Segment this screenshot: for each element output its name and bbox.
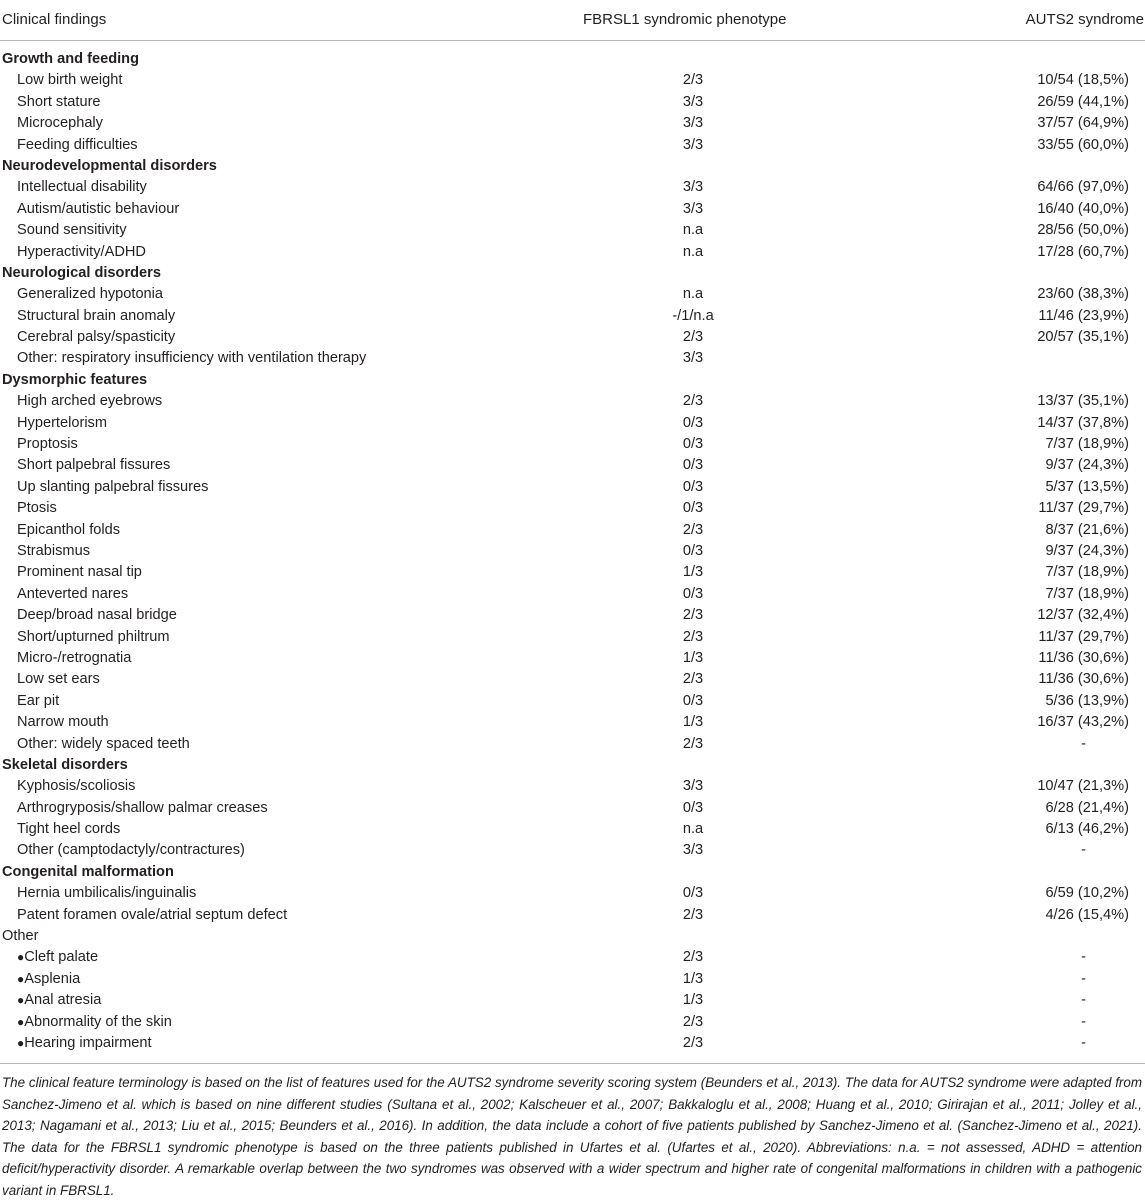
auts2-value: 16/40 (40,0%) xyxy=(1037,200,1129,217)
finding-label: Hypertelorism xyxy=(17,414,108,431)
auts2-value: 13/37 (35,1%) xyxy=(1037,393,1129,410)
finding-label xyxy=(17,1012,172,1033)
auts2-value: 8/37 (21,6%) xyxy=(1045,521,1129,538)
auts2-value: 7/37 (18,9%) xyxy=(1045,436,1129,453)
section-header-row xyxy=(0,263,1145,284)
bullet-icon: ● xyxy=(17,993,25,1008)
finding-label: Prominent nasal tip xyxy=(17,564,142,581)
fbrsl1-value: 0/3 xyxy=(682,436,704,453)
finding-label: Sound sensitivity xyxy=(17,222,127,239)
finding-label xyxy=(17,1033,152,1054)
fbrsl1-value: 2/3 xyxy=(682,671,704,688)
auts2-value: 10/47 (21,3%) xyxy=(1037,778,1129,795)
table-row xyxy=(0,327,1145,348)
fbrsl1-value: 1/3 xyxy=(682,714,704,731)
fbrsl1-value: 2/3 xyxy=(682,949,704,966)
table-row xyxy=(0,712,1145,733)
bullet-icon: ● xyxy=(17,1014,25,1029)
auts2-value: 26/59 (44,1%) xyxy=(1037,93,1129,110)
table-row xyxy=(0,391,1145,412)
table-row xyxy=(0,477,1145,498)
fbrsl1-value: 3/3 xyxy=(682,350,704,367)
fbrsl1-value: n.a xyxy=(682,286,704,303)
fbrsl1-value: 3/3 xyxy=(682,778,704,795)
fbrsl1-value: -/1/n.a xyxy=(672,307,714,324)
header-auts2: AUTS2 syndrome xyxy=(1025,11,1144,28)
finding-label-text: Abnormality of the skin xyxy=(24,1013,172,1030)
table-row xyxy=(0,199,1145,220)
fbrsl1-value: 1/3 xyxy=(682,564,704,581)
finding-label: Autism/autistic behaviour xyxy=(17,200,180,217)
fbrsl1-value: 3/3 xyxy=(682,200,704,217)
table-row xyxy=(0,242,1145,263)
table-row xyxy=(0,348,1145,369)
auts2-value: 16/37 (43,2%) xyxy=(1037,714,1129,731)
table-row xyxy=(0,562,1145,583)
finding-label: Other: widely spaced teeth xyxy=(17,735,190,752)
auts2-value: 4/26 (15,4%) xyxy=(1045,906,1129,923)
table-row xyxy=(0,70,1145,91)
finding-label-text: Hearing impairment xyxy=(24,1034,152,1051)
finding-label: Low set ears xyxy=(17,671,100,688)
finding-label: Up slanting palpebral fissures xyxy=(17,478,209,495)
table-row xyxy=(0,135,1145,156)
section-header-row xyxy=(0,156,1145,177)
auts2-value: 64/66 (97,0%) xyxy=(1037,179,1129,196)
finding-label: Kyphosis/scoliosis xyxy=(17,778,136,795)
finding-label xyxy=(17,947,98,968)
finding-label: Intellectual disability xyxy=(17,179,147,196)
finding-label: Short/upturned philtrum xyxy=(17,628,170,645)
fbrsl1-value: 0/3 xyxy=(682,799,704,816)
table-row xyxy=(0,284,1145,305)
fbrsl1-value: 1/3 xyxy=(682,992,704,1009)
table-row xyxy=(0,1033,1145,1054)
auts2-value: - xyxy=(1081,1034,1086,1051)
table-row xyxy=(0,798,1145,819)
auts2-value: 11/37 (29,7%) xyxy=(1038,628,1129,645)
fbrsl1-value: 2/3 xyxy=(682,521,704,538)
fbrsl1-value: 2/3 xyxy=(682,329,704,346)
auts2-value: 28/56 (50,0%) xyxy=(1037,222,1129,239)
header-clinical-findings: Clinical findings xyxy=(2,11,107,28)
bullet-icon: ● xyxy=(17,1035,25,1050)
fbrsl1-value: 3/3 xyxy=(682,136,704,153)
table-header xyxy=(0,0,1145,41)
finding-label xyxy=(17,990,101,1011)
fbrsl1-value: 3/3 xyxy=(682,115,704,132)
finding-label: Cerebral palsy/spasticity xyxy=(17,329,176,346)
auts2-value: 9/37 (24,3%) xyxy=(1045,457,1129,474)
fbrsl1-value: 2/3 xyxy=(682,906,704,923)
auts2-value: 7/37 (18,9%) xyxy=(1045,564,1129,581)
table-row xyxy=(0,220,1145,241)
auts2-value: 33/55 (60,0%) xyxy=(1037,136,1129,153)
auts2-value: 20/57 (35,1%) xyxy=(1037,329,1129,346)
table-row xyxy=(0,455,1145,476)
section-title: Neurodevelopmental disorders xyxy=(2,157,217,174)
finding-label: Generalized hypotonia xyxy=(17,286,164,303)
auts2-value: - xyxy=(1081,970,1086,987)
auts2-value: 6/59 (10,2%) xyxy=(1045,885,1129,902)
table-row xyxy=(0,584,1145,605)
table-bottom-rule xyxy=(0,1063,1145,1064)
fbrsl1-value: 2/3 xyxy=(682,393,704,410)
section-header-row xyxy=(0,755,1145,776)
fbrsl1-value: 3/3 xyxy=(682,842,704,859)
auts2-value: 7/37 (18,9%) xyxy=(1045,585,1129,602)
table-row xyxy=(0,520,1145,541)
section-header-row xyxy=(0,862,1145,883)
finding-label: Ear pit xyxy=(17,692,60,709)
finding-label: Low birth weight xyxy=(17,72,123,89)
fbrsl1-value: n.a xyxy=(682,222,704,239)
section-header-row xyxy=(0,49,1145,70)
finding-label: Microcephaly xyxy=(17,115,103,132)
auts2-value: 5/37 (13,5%) xyxy=(1045,478,1129,495)
fbrsl1-value: 0/3 xyxy=(682,414,704,431)
fbrsl1-value: 2/3 xyxy=(682,735,704,752)
finding-label: Proptosis xyxy=(17,436,78,453)
auts2-value: 10/54 (18,5%) xyxy=(1037,72,1129,89)
table-row xyxy=(0,177,1145,198)
finding-label: Other (camptodactyly/contractures) xyxy=(17,842,245,859)
table-row xyxy=(0,947,1145,968)
auts2-value: 6/28 (21,4%) xyxy=(1045,799,1129,816)
fbrsl1-value: 3/3 xyxy=(682,93,704,110)
finding-label: Arthrogryposis/shallow palmar creases xyxy=(17,799,268,816)
finding-label: Other xyxy=(2,928,39,945)
finding-label: Feeding difficulties xyxy=(17,136,138,153)
finding-label: Ptosis xyxy=(17,500,57,517)
auts2-value: 23/60 (38,3%) xyxy=(1037,286,1129,303)
finding-label: Hyperactivity/ADHD xyxy=(17,243,146,260)
table-row xyxy=(0,1012,1145,1033)
finding-label xyxy=(17,969,80,990)
table-row xyxy=(0,434,1145,455)
fbrsl1-value: 0/3 xyxy=(682,500,704,517)
fbrsl1-value: 0/3 xyxy=(682,585,704,602)
fbrsl1-value: 3/3 xyxy=(682,179,704,196)
table-row xyxy=(0,627,1145,648)
finding-label: Deep/broad nasal bridge xyxy=(17,607,177,624)
table-row xyxy=(0,306,1145,327)
auts2-value: - xyxy=(1081,949,1086,966)
fbrsl1-value: 1/3 xyxy=(682,649,704,666)
fbrsl1-value: 1/3 xyxy=(682,970,704,987)
finding-label: Short stature xyxy=(17,93,101,110)
auts2-value: 14/37 (37,8%) xyxy=(1037,414,1129,431)
auts2-value: 5/36 (13,9%) xyxy=(1045,692,1129,709)
fbrsl1-value: 2/3 xyxy=(682,607,704,624)
fbrsl1-value: 0/3 xyxy=(682,457,704,474)
auts2-value: 11/36 (30,6%) xyxy=(1038,671,1129,688)
auts2-value: 6/13 (46,2%) xyxy=(1045,821,1129,838)
table-row xyxy=(0,840,1145,861)
table-row xyxy=(0,926,1145,947)
finding-label: Epicanthol folds xyxy=(17,521,121,538)
auts2-value: 11/46 (23,9%) xyxy=(1038,307,1129,324)
finding-label: Tight heel cords xyxy=(17,821,121,838)
finding-label-text: Anal atresia xyxy=(24,992,102,1009)
section-title: Dysmorphic features xyxy=(2,371,148,388)
fbrsl1-value: 2/3 xyxy=(682,1013,704,1030)
bullet-icon: ● xyxy=(17,950,25,965)
finding-label: Strabismus xyxy=(17,542,90,559)
fbrsl1-value: 0/3 xyxy=(682,542,704,559)
fbrsl1-value: 0/3 xyxy=(682,692,704,709)
auts2-value: 12/37 (32,4%) xyxy=(1037,607,1129,624)
auts2-value: - xyxy=(1081,735,1086,752)
auts2-value: 11/36 (30,6%) xyxy=(1038,649,1129,666)
section-header-row xyxy=(0,370,1145,391)
auts2-value: 37/57 (64,9%) xyxy=(1037,115,1129,132)
table-row xyxy=(0,605,1145,626)
table-row xyxy=(0,990,1145,1011)
auts2-value: - xyxy=(1081,992,1086,1009)
table-row xyxy=(0,883,1145,904)
table-footnote: The clinical feature terminology is based on the list of features used for the AUTS2 syndrome severity scoring system (Beunders et al., 2013). The data for AUTS2 syndrome were adapted from Sanchez-Jimeno et al. which is based on nine different studies (Sultana et al., 2002; Kalscheuer et al., 2007; Bakkaloglu et al., 2008; Huang et al., 2010; Girirajan et al., 2011; Jolley et al., 2013; Nagamani et al., 2013; Liu et al., 2015; Beunders et al., 2016). In addition, the data include a cohort of five patients published by Sanchez-Jimeno et al. (Sanchez-Jimeno et al., 2021). The data for the FBRSL1 syndromic phenotype is based on the three patients published in Ufartes et al. (Ufartes et al., 2020). Abbreviations: n.a. = not assessed, ADHD = attention deficit/hyperactivity disorder. A remarkable overlap between the two syndromes was observed with a wider spectrum and higher rate of congenital malformations in children with a pathogenic variant in FBRSL1. xyxy=(2,1075,1142,1198)
finding-label: Short palpebral fissures xyxy=(17,457,171,474)
table-row xyxy=(0,734,1145,755)
finding-label-text: Cleft palate xyxy=(24,949,99,966)
table-row xyxy=(0,819,1145,840)
section-title: Neurological disorders xyxy=(2,264,161,281)
fbrsl1-value: 2/3 xyxy=(682,72,704,89)
fbrsl1-value: 2/3 xyxy=(682,628,704,645)
section-title: Growth and feeding xyxy=(2,51,140,67)
auts2-value: - xyxy=(1081,842,1086,859)
finding-label: High arched eyebrows xyxy=(17,393,163,410)
auts2-value: 9/37 (24,3%) xyxy=(1045,542,1129,559)
table-row xyxy=(0,498,1145,519)
finding-label: Structural brain anomaly xyxy=(17,307,176,324)
table-row xyxy=(0,413,1145,434)
table-row xyxy=(0,905,1145,926)
auts2-value: - xyxy=(1081,1013,1086,1030)
table-row xyxy=(0,541,1145,562)
fbrsl1-value: 0/3 xyxy=(682,478,704,495)
table-row xyxy=(0,691,1145,712)
section-title: Congenital malformation xyxy=(2,863,174,880)
finding-label: Anteverted nares xyxy=(17,585,129,602)
finding-label: Other: respiratory insufficiency with ventilation therapy xyxy=(17,350,367,367)
bullet-icon: ● xyxy=(17,971,25,986)
table-row xyxy=(0,113,1145,134)
finding-label: Patent foramen ovale/atrial septum defect xyxy=(17,906,288,923)
finding-label: Hernia umbilicalis/inguinalis xyxy=(17,885,197,902)
finding-label-text: Asplenia xyxy=(24,970,81,987)
table-body xyxy=(0,41,1145,1054)
fbrsl1-value: n.a xyxy=(682,243,704,260)
table-row xyxy=(0,648,1145,669)
table-row xyxy=(0,969,1145,990)
finding-label: Narrow mouth xyxy=(17,714,109,731)
auts2-value: 11/37 (29,7%) xyxy=(1038,500,1129,517)
table-row xyxy=(0,92,1145,113)
finding-label: Micro-/retrognatia xyxy=(17,649,132,666)
header-fbrsl1: FBRSL1 syndromic phenotype xyxy=(583,11,787,28)
fbrsl1-value: n.a xyxy=(682,821,704,838)
fbrsl1-value: 0/3 xyxy=(682,885,704,902)
table-row xyxy=(0,776,1145,797)
table-row xyxy=(0,669,1145,690)
section-title: Skeletal disorders xyxy=(2,756,128,773)
auts2-value: 17/28 (60,7%) xyxy=(1037,243,1129,260)
fbrsl1-value: 2/3 xyxy=(682,1034,704,1051)
